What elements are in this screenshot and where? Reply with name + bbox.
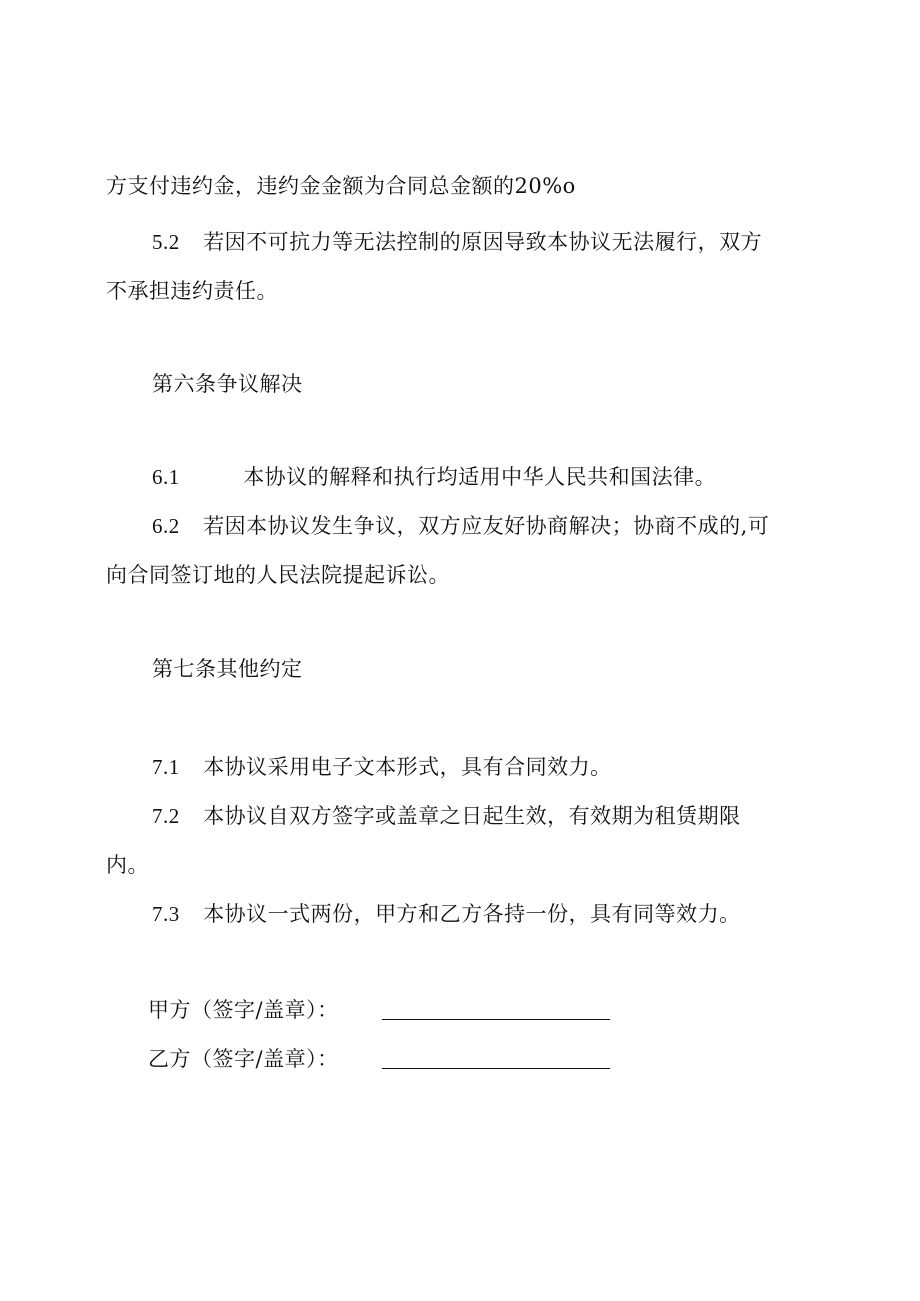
article-7-heading: 第七条其他约定 — [152, 657, 303, 681]
clause-6-2-text-cont: 向合同签订地的人民法院提起诉讼。 — [106, 563, 450, 587]
clause-7-1-number: 7.1 — [152, 755, 180, 779]
article-7-title — [152, 654, 303, 684]
clause-5-2-line1 — [152, 227, 762, 257]
clause-7-3 — [152, 899, 741, 929]
clause-6-1-number: 6.1 — [152, 465, 180, 489]
party-b-signature-label — [148, 1044, 339, 1074]
clause-7-1-text: 本协议采用电子文本形式，具有合同效力。 — [203, 755, 612, 779]
clause-6-1 — [152, 462, 716, 492]
clause-6-2-line2 — [106, 560, 450, 590]
clause-7-1 — [152, 752, 612, 782]
clause-7-3-text: 本协议一式两份，甲方和乙方各持一份，具有同等效力。 — [203, 902, 741, 926]
party-b-label: 乙方（签字/盖章）： — [148, 1047, 339, 1071]
clause-7-2-line2 — [106, 850, 149, 880]
article-6-title — [152, 369, 303, 399]
clause-7-2-text: 本协议自双方签字或盖章之日起生效，有效期为租赁期限 — [203, 804, 741, 828]
party-a-signature-line — [382, 1019, 610, 1020]
party-b-signature-line — [382, 1068, 610, 1069]
clause-5-1-text: 方支付违约金，违约金金额为合同总金额的20%o — [106, 174, 576, 198]
clause-6-2-line1 — [152, 511, 769, 541]
clause-7-2-number: 7.2 — [152, 804, 180, 828]
clause-5-1-tail — [106, 171, 576, 201]
clause-6-2-text: 若因本协议发生争议，双方应友好协商解决；协商不成的,可 — [203, 514, 770, 538]
clause-7-3-number: 7.3 — [152, 902, 180, 926]
clause-5-2-number: 5.2 — [152, 230, 180, 254]
clause-6-2-number: 6.2 — [152, 514, 180, 538]
clause-5-2-line2 — [106, 276, 278, 306]
party-a-signature-label — [148, 995, 339, 1025]
clause-6-1-text: 本协议的解释和执行均适用中华人民共和国法律。 — [243, 465, 717, 489]
party-a-label: 甲方（签字/盖章）： — [148, 998, 339, 1022]
article-6-heading: 第六条争议解决 — [152, 372, 303, 396]
clause-5-2-text: 若因不可抗力等无法控制的原因导致本协议无法履行，双方 — [203, 230, 763, 254]
clause-7-2-text-cont: 内。 — [106, 853, 149, 877]
clause-5-2-text-cont: 不承担违约责任。 — [106, 279, 278, 303]
clause-7-2-line1 — [152, 801, 741, 831]
